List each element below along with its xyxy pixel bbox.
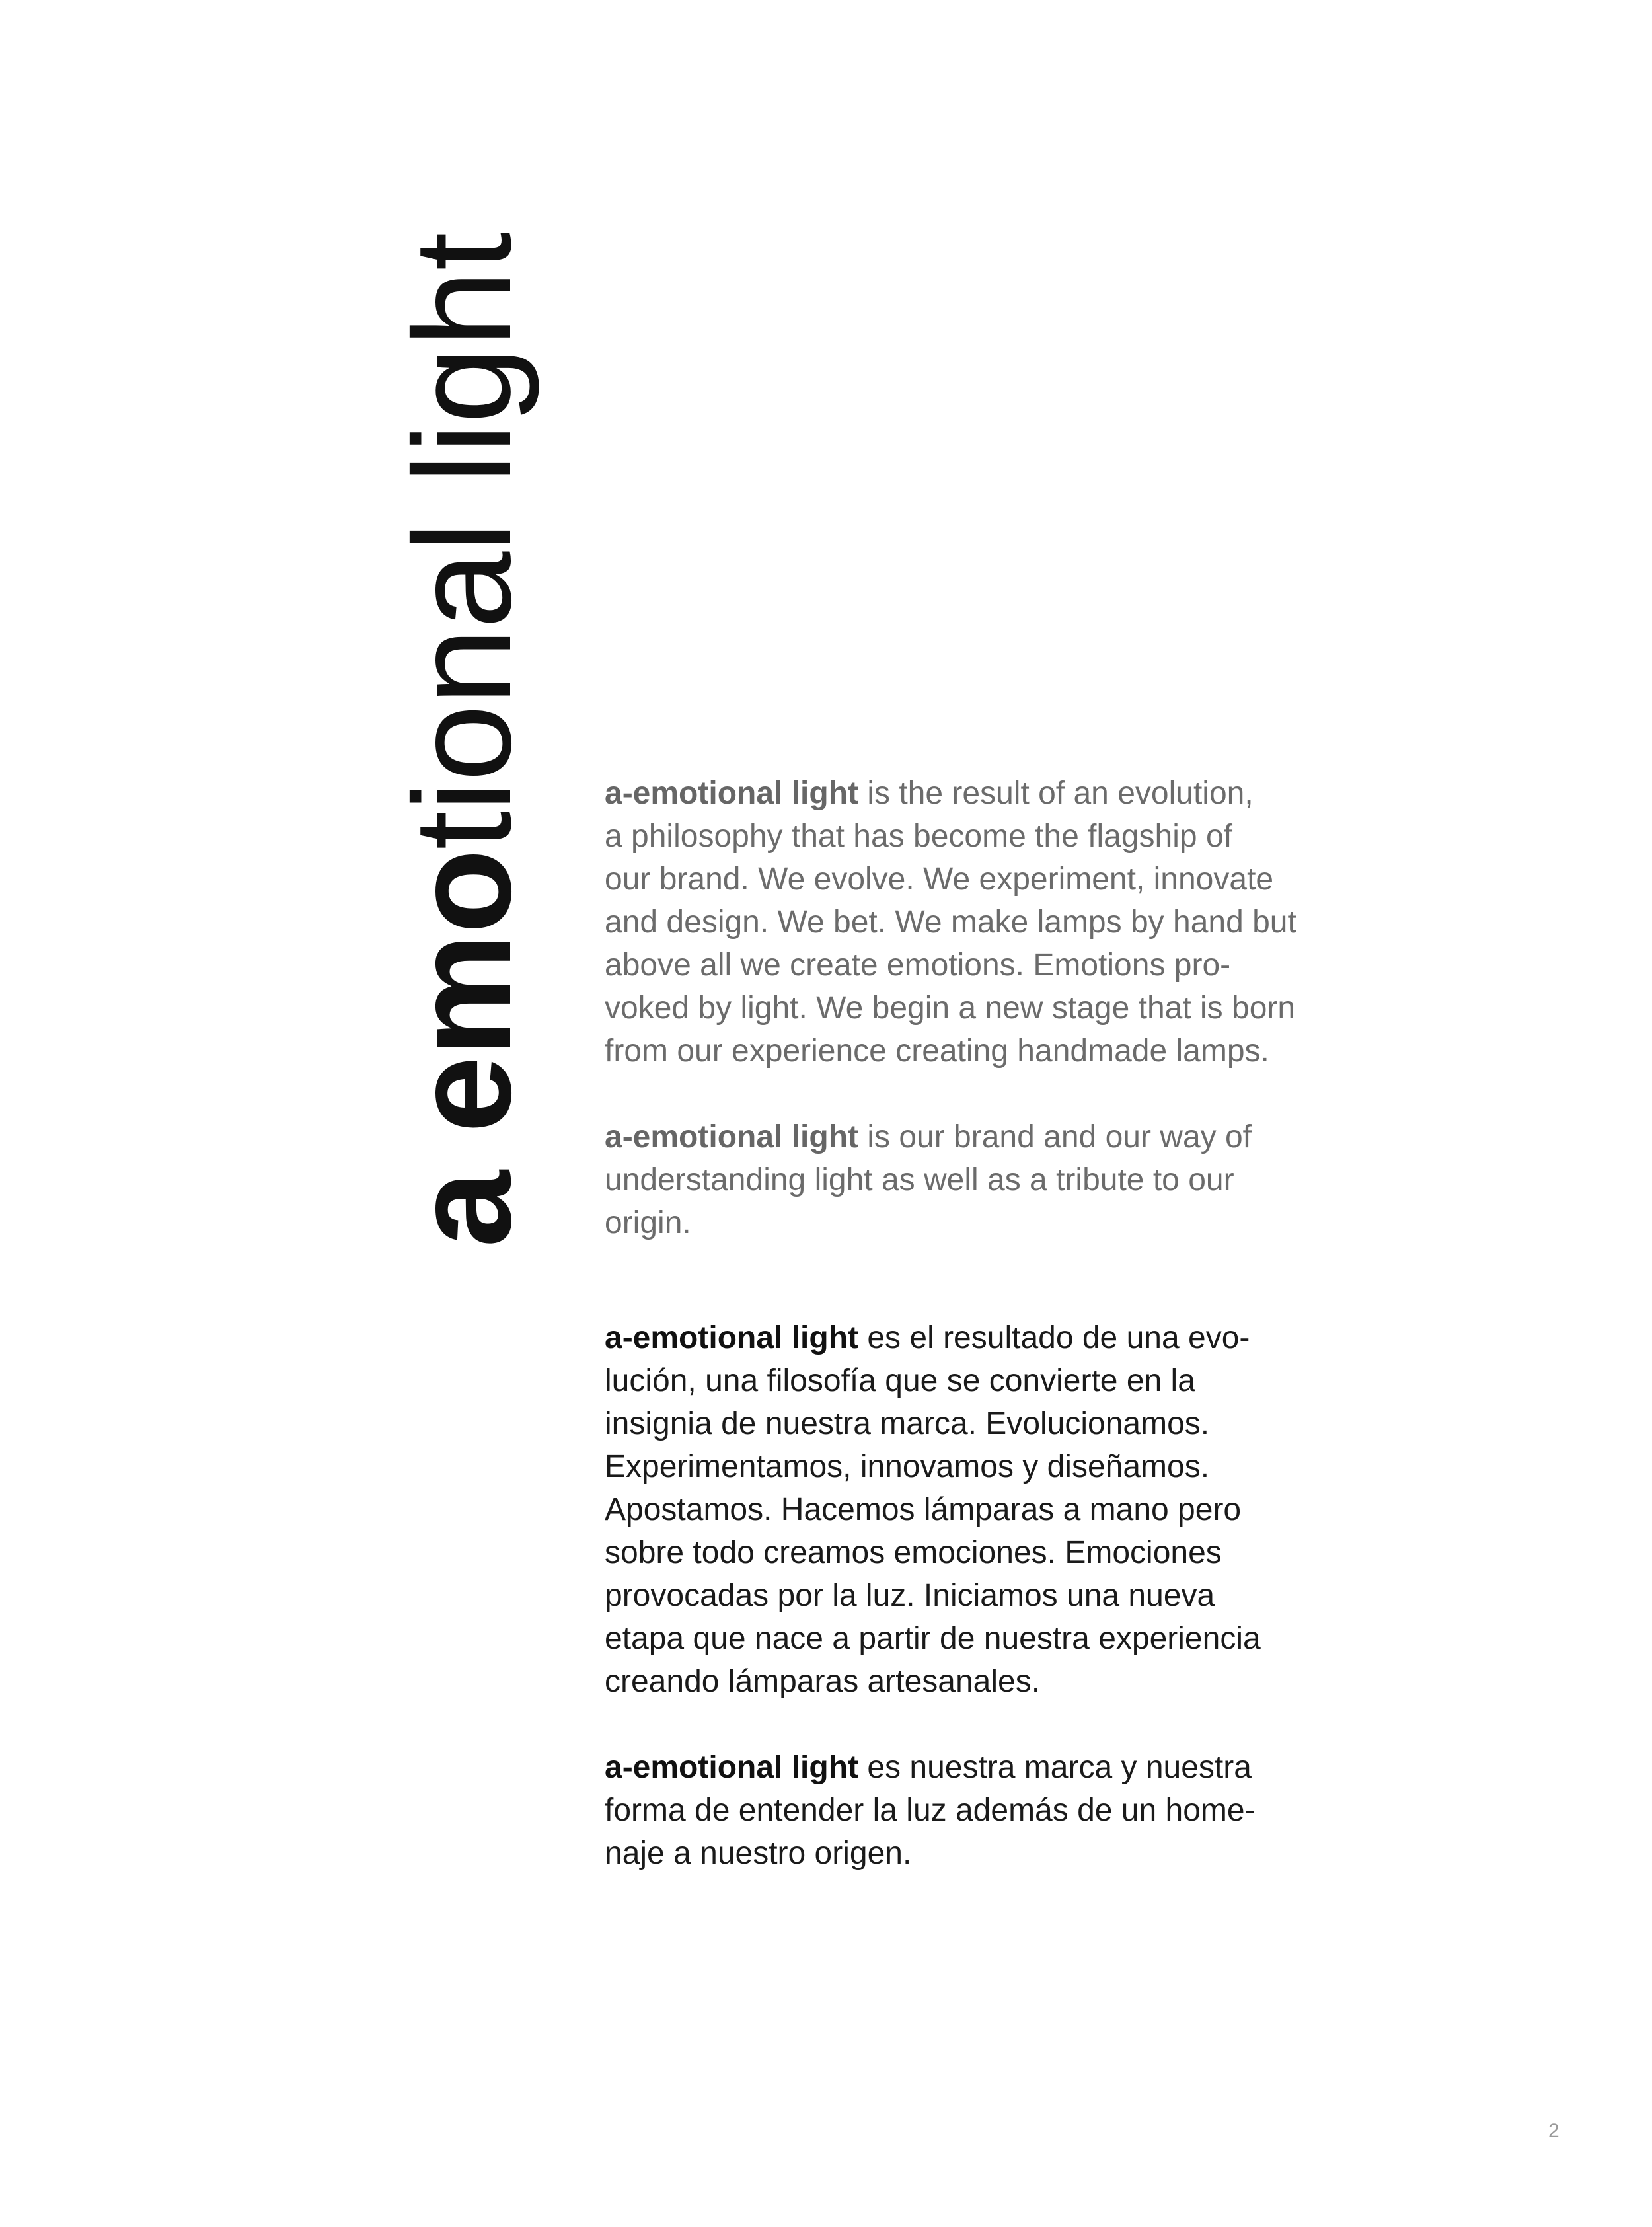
brand-name: a-emotional light — [605, 1750, 858, 1785]
page-number: 2 — [1548, 2120, 1559, 2142]
text-line: from our experience creating handmade lamps. — [605, 1034, 1269, 1069]
title-part-e: e — [385, 1056, 540, 1133]
brand-name: a-emotional light — [605, 1320, 858, 1355]
text-line: creando lámparas artesanales. — [605, 1664, 1041, 1699]
english-paragraph-1 — [605, 772, 1318, 1073]
text-line: and design. We bet. We make lamps by hand but — [605, 905, 1296, 940]
english-paragraph-2 — [605, 1115, 1318, 1244]
text-line: provocadas por la luz. Iniciamos una nueva — [605, 1578, 1215, 1613]
spanish-paragraph-1 — [605, 1316, 1318, 1703]
title-part-mo: mo — [385, 849, 540, 1057]
text-line: a philosophy that has become the flagship of — [605, 819, 1232, 854]
text-line: a-emotional light is our brand and our way of — [605, 1119, 1252, 1154]
spanish-paragraph-2 — [605, 1746, 1318, 1875]
text-line: our brand. We evolve. We experiment, innovate — [605, 862, 1274, 897]
vertical-page-title — [385, 233, 540, 1248]
text-line: a-emotional light es nuestra marca y nuestra — [605, 1750, 1252, 1785]
text-line: Apostamos. Hacemos lámparas a mano pero — [605, 1492, 1242, 1527]
text-line: etapa que nace a partir de nuestra experiencia — [605, 1621, 1261, 1656]
title-part-rest: tional light — [385, 233, 540, 850]
text-line: lución, una filosofía que se convierte en la — [605, 1363, 1195, 1398]
brand-name: a-emotional light — [605, 1119, 858, 1154]
text-line: sobre todo creamos emociones. Emociones — [605, 1535, 1222, 1570]
text-line: understanding light as well as a tribute to our — [605, 1162, 1234, 1197]
text-line: Experimentamos, innovamos y diseñamos. — [605, 1449, 1210, 1484]
text-line: naje a nuestro origen. — [605, 1836, 912, 1871]
title-part-a: a — [385, 1133, 540, 1248]
english-text-block — [605, 772, 1318, 1244]
text-line: a-emotional light es el resultado de una evo- — [605, 1320, 1250, 1355]
text-line: voked by light. We begin a new stage that is born — [605, 991, 1296, 1026]
brand-name: a-emotional light — [605, 776, 858, 811]
text-line: a-emotional light is the result of an evolution, — [605, 776, 1254, 811]
text-line: insignia de nuestra marca. Evolucionamos. — [605, 1406, 1210, 1441]
spanish-text-block — [605, 1316, 1318, 1875]
text-line: origin. — [605, 1205, 691, 1240]
text-line: above all we create emotions. Emotions pro- — [605, 948, 1231, 983]
text-line: forma de entender la luz además de un home- — [605, 1793, 1256, 1828]
